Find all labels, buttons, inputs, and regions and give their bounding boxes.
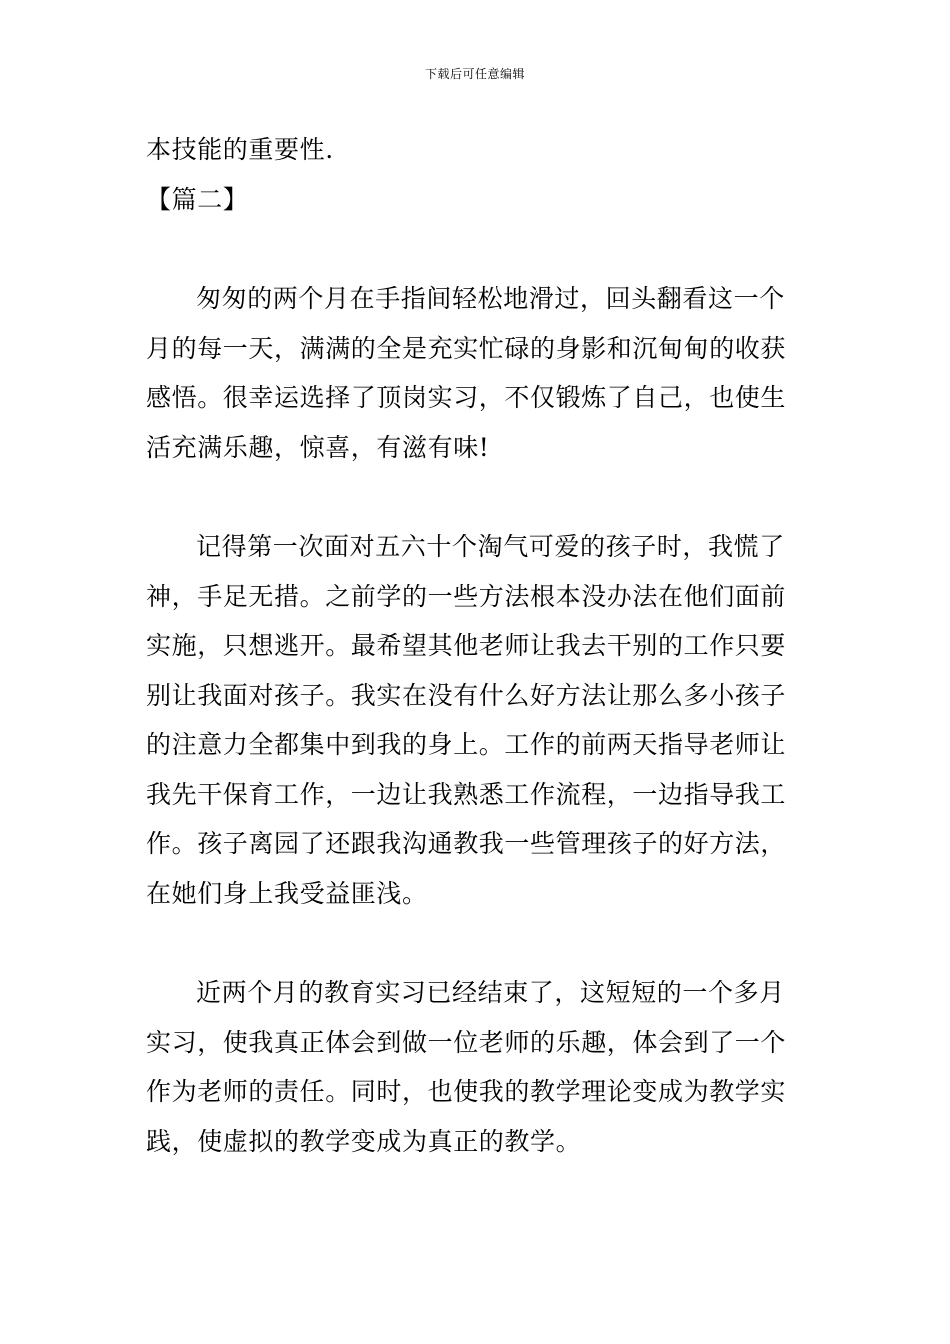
paragraph-1-line-3: 感悟。很幸运选择了顶岗实习，不仅锻炼了自己，也使生 bbox=[146, 383, 787, 412]
paragraph-2-line-8: 在她们身上我受益匪浅。 bbox=[146, 879, 428, 908]
paragraph-2-line-4: 别让我面对孩子。我实在没有什么好方法让那么多小孩子 bbox=[146, 681, 787, 710]
paragraph-3-line-1: 近两个月的教育实习已经结束了，这短短的一个多月 bbox=[196, 978, 785, 1007]
paragraph-1-line-2: 月的每一天，满满的全是充实忙碌的身影和沉甸甸的收获 bbox=[146, 334, 787, 363]
paragraph-3-line-3: 作为老师的责任。同时，也使我的教学理论变成为教学实 bbox=[146, 1077, 787, 1106]
section-heading: 【篇二】 bbox=[146, 185, 249, 214]
paragraph-2-line-6: 我先干保育工作，一边让我熟悉工作流程，一边指导我工 bbox=[146, 780, 787, 809]
paragraph-1-line-4: 活充满乐趣，惊喜，有滋有味! bbox=[146, 433, 490, 462]
paragraph-2-line-5: 的注意力全都集中到我的身上。工作的前两天指导老师让 bbox=[146, 730, 787, 759]
paragraph-2-line-7: 作。孩子离园了还跟我沟通教我一些管理孩子的好方法， bbox=[146, 829, 787, 858]
paragraph-1-line-1: 匆匆的两个月在手指间轻松地滑过，回头翻看这一个 bbox=[196, 284, 785, 313]
paragraph-2-line-3: 实施，只想逃开。最希望其他老师让我去干别的工作只要 bbox=[146, 631, 787, 660]
paragraph-3-line-2: 实习，使我真正体会到做一位老师的乐趣，体会到了一个 bbox=[146, 1028, 787, 1057]
page-header-note: 下载后可任意编辑 bbox=[424, 67, 525, 81]
paragraph-3-line-4: 践，使虚拟的教学变成为真正的教学。 bbox=[146, 1127, 582, 1156]
paragraph-2-line-2: 神，手足无措。之前学的一些方法根本没办法在他们面前 bbox=[146, 582, 787, 611]
text-line: 本技能的重要性. bbox=[146, 135, 334, 164]
paragraph-2-line-1: 记得第一次面对五六十个淘气可爱的孩子时，我慌了 bbox=[196, 532, 785, 561]
